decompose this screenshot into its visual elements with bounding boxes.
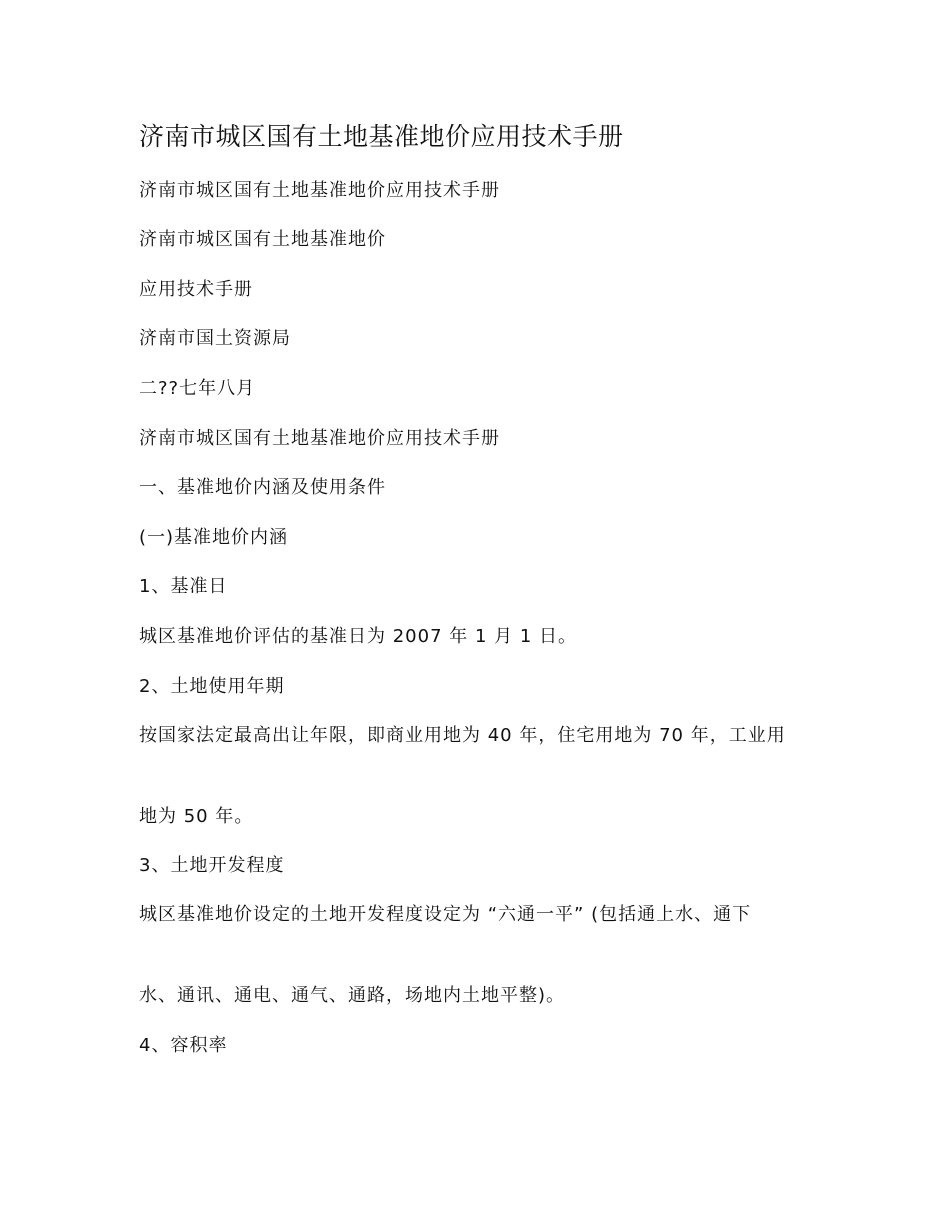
paragraph-heading-repeat: 济南市城区国有土地基准地价应用技术手册 (139, 428, 500, 449)
section-heading-1: 一、基准地价内涵及使用条件 (139, 477, 386, 498)
paragraph-subtitle: 济南市城区国有土地基准地价应用技术手册 (139, 180, 500, 201)
paragraph-date: 二??七年八月 (139, 378, 256, 399)
paragraph-development-a: 城区基准地价设定的土地开发程度设定为 “六通一平” (包括通上水、通下 (139, 904, 752, 925)
paragraph-development-b: 水、通讯、通电、通气、通路，场地内土地平整)。 (139, 985, 566, 1006)
paragraph-land-term-b: 地为 50 年。 (139, 806, 254, 827)
paragraph-publisher: 济南市国土资源局 (139, 328, 291, 349)
paragraph-cover-line-1: 济南市城区国有土地基准地价 (139, 229, 386, 250)
item-heading-base-date: 1、基准日 (139, 576, 228, 597)
paragraph-base-date: 城区基准地价评估的基准日为 2007 年 1 月 1 日。 (139, 626, 578, 647)
item-heading-plot-ratio: 4、容积率 (139, 1035, 228, 1056)
paragraph-land-term-a: 按国家法定最高出让年限，即商业用地为 40 年，住宅用地为 70 年，工业用 (139, 725, 786, 746)
item-heading-development: 3、土地开发程度 (139, 855, 285, 876)
paragraph-cover-line-2: 应用技术手册 (139, 279, 253, 300)
subsection-heading-1: (一)基准地价内涵 (139, 527, 289, 548)
item-heading-land-term: 2、土地使用年期 (139, 676, 285, 697)
document-title: 济南市城区国有土地基准地价应用技术手册 (139, 122, 624, 151)
